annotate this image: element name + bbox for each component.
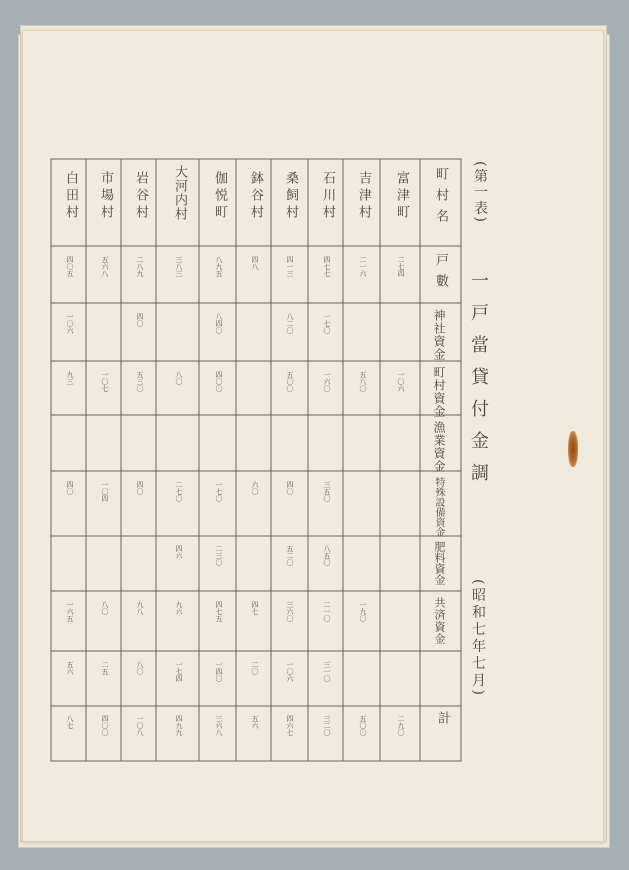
document-title: 一戸當貸付金調 [468, 271, 489, 495]
table-cell: 五六八 [101, 256, 109, 277]
table-cell: 四〇 [136, 313, 144, 327]
town-name: 市場村 [98, 171, 113, 222]
table-cell: 一〇六 [397, 371, 405, 392]
table-cell: 四六 [175, 545, 183, 559]
table-cell: 五六 [66, 661, 74, 675]
table-cell: 二〇 [251, 661, 259, 675]
table-cell: 九八 [136, 601, 144, 615]
header-fertilizer-fund: 肥料資金 [433, 541, 446, 585]
table-cell: 四〇五 [66, 256, 74, 277]
table-cell: 五〇〇 [286, 371, 294, 392]
table-cell: 一〇六 [286, 661, 294, 682]
header-mutual-fund: 共済資金 [433, 597, 446, 645]
table-cell: 二三〇 [215, 545, 223, 566]
town-name: 桑飼村 [283, 171, 298, 222]
table-cell: 四七五 [215, 601, 223, 622]
town-name: 石川村 [320, 171, 335, 222]
table-cell: 一六五 [66, 601, 74, 622]
table-cell: 一〇七 [101, 371, 109, 392]
town-name: 伽悦町 [212, 171, 227, 222]
table-cell: 二八九 [136, 256, 144, 277]
table-cell: 一〇四 [101, 481, 109, 502]
table-cell: 三六〇 [286, 601, 294, 622]
table-cell: 五八〇 [359, 371, 367, 392]
town-name: 鉢谷村 [248, 171, 263, 222]
table-cell: 四八 [251, 256, 259, 270]
table-cell: 八九五 [215, 256, 223, 277]
town-name: 岩谷村 [133, 171, 148, 222]
table-cell: 八〇 [101, 601, 109, 615]
table-cell: 五二〇 [286, 545, 294, 566]
table-cell: 四七七 [323, 256, 331, 277]
table-cell: 四〇 [66, 481, 74, 495]
town-name: 白田村 [63, 171, 78, 222]
table-cell: 一四〇 [215, 661, 223, 682]
table-cell: 三二〇 [323, 715, 331, 736]
table-cell: 二七〇 [175, 481, 183, 502]
table-cell: 八七 [66, 715, 74, 729]
table-cell: 三一〇 [323, 661, 331, 682]
header-fishery-fund: 漁業資金 [432, 421, 446, 473]
table-cell: 一七〇 [323, 313, 331, 334]
table-cell: 六〇 [251, 481, 259, 495]
ledger-table [23, 31, 603, 841]
table-cell: 一六〇 [323, 371, 331, 392]
town-name: 富津町 [394, 171, 409, 222]
header-special-fund: 特殊設備資金 [433, 477, 444, 537]
table-cell: 四六七 [286, 715, 294, 736]
table-cell: 一七四 [175, 661, 183, 682]
table-cell: 三五〇 [323, 481, 331, 502]
table-label: (第一表) [472, 161, 488, 224]
table-cell: 八二〇 [286, 313, 294, 334]
table-cell: 三六八 [215, 715, 223, 736]
table-cell: 八四〇 [215, 313, 223, 334]
table-cell: 二一六 [359, 256, 367, 277]
table-cell: 四〇〇 [101, 715, 109, 736]
table-cell: 九六 [175, 601, 183, 615]
table-cell: 一〇六 [66, 313, 74, 334]
table-cell: 四九九 [175, 715, 183, 736]
header-shrine-fund: 神社資金 [432, 309, 446, 361]
table-cell: 二七四 [397, 256, 405, 277]
header-town-fund: 町村資金 [432, 366, 446, 418]
table-cell: 八五〇 [323, 545, 331, 566]
header-town-name: 町村名 [433, 167, 448, 230]
header-households: 戸數 [433, 253, 448, 295]
table-cell: 一〇八 [136, 715, 144, 736]
table-cell: 二一〇 [323, 601, 331, 622]
table-cell: 八〇 [175, 371, 183, 385]
header-total: 計 [435, 711, 450, 725]
table-cell: 四〇 [136, 481, 144, 495]
table-cell: 二五 [101, 661, 109, 675]
table-cell: 三八三 [175, 256, 183, 277]
table-cell: 四〇〇 [215, 371, 223, 392]
table-cell: 五〇〇 [359, 715, 367, 736]
table-cell: 一九〇 [359, 601, 367, 622]
table-cell: 一七〇 [215, 481, 223, 502]
table-cell: 四一三 [286, 256, 294, 277]
document-date: (昭和七年七月) [470, 579, 486, 698]
document-page [22, 30, 604, 842]
table-cell: 二九〇 [397, 715, 405, 736]
table-cell: 五六 [251, 715, 259, 729]
table-cell: 四〇 [286, 481, 294, 495]
town-name: 大河内村 [172, 165, 187, 221]
table-cell: 四七 [251, 601, 259, 615]
table-cell: 五三〇 [136, 371, 144, 392]
town-name: 吉津村 [356, 171, 371, 222]
table-cell: 八〇 [136, 661, 144, 675]
table-cell: 九三 [66, 371, 74, 385]
